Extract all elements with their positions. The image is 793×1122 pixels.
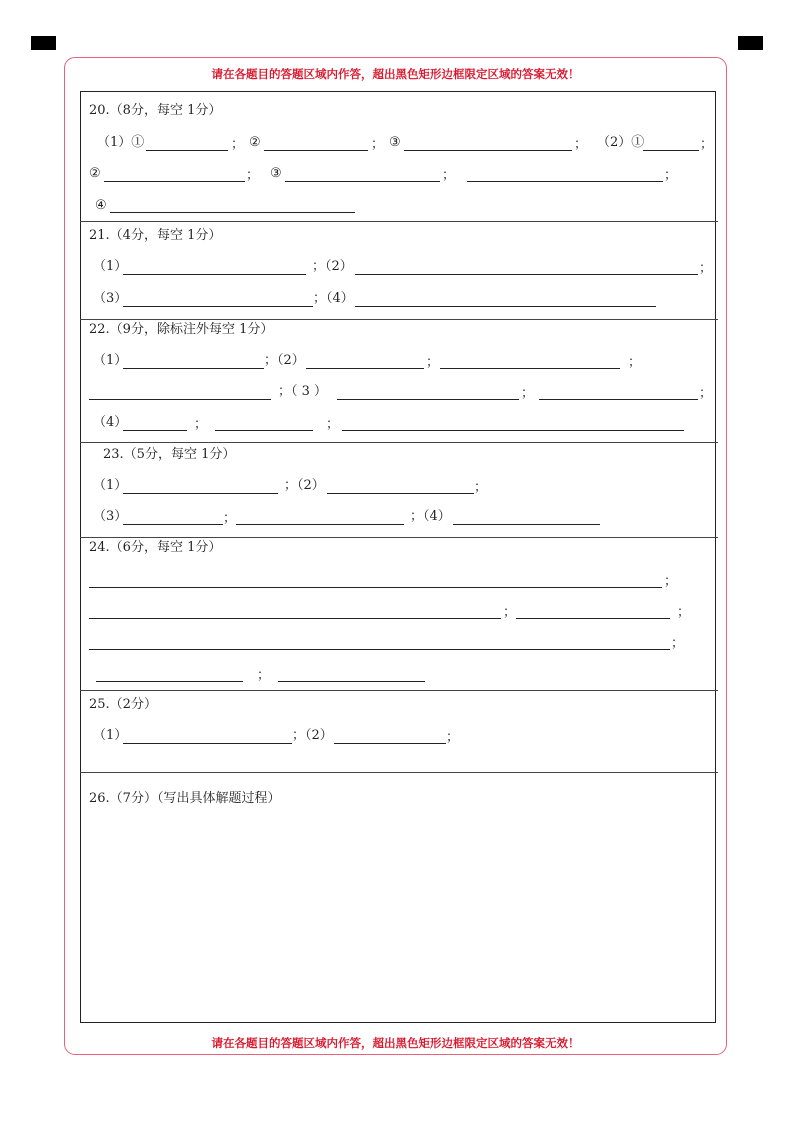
q23-blank-5[interactable] — [453, 524, 600, 525]
q21-blank-2[interactable] — [355, 274, 698, 275]
q24-sep: ； — [677, 605, 691, 620]
q22-label-2: ；（2） — [264, 353, 305, 368]
q22-blank-4[interactable] — [89, 399, 271, 400]
q25-blank-1[interactable] — [123, 743, 292, 744]
q24-blank-6[interactable] — [278, 681, 425, 682]
q22-blank-5[interactable] — [337, 399, 519, 400]
q24-blank-1[interactable] — [89, 587, 662, 588]
q25-blank-2[interactable] — [334, 743, 446, 744]
q22-label-1: （1） — [93, 353, 128, 368]
q21-label-3: （3） — [93, 291, 128, 306]
section-divider — [80, 537, 718, 538]
q24-blank-3[interactable] — [516, 618, 670, 619]
q22-label-4: （4） — [93, 415, 128, 430]
q22-blank-3[interactable] — [440, 368, 620, 369]
section-divider — [80, 772, 718, 773]
warning-top: 请在各题目的答题区域内作答，超出黑色矩形边框限定区域的答案无效！ — [211, 67, 580, 81]
q20-blank-7[interactable] — [467, 181, 663, 182]
q22-blank-1[interactable] — [123, 368, 264, 369]
q23-blank-4[interactable] — [236, 524, 404, 525]
q22-sep: ； — [326, 417, 340, 432]
q20-label-2-1: （2）① — [597, 135, 645, 150]
q21-sep: ； — [699, 261, 713, 276]
section-divider — [80, 442, 718, 443]
q20-blank-2[interactable] — [264, 150, 368, 151]
q20-label-1-2: ② — [249, 135, 261, 150]
q24-sep: ； — [671, 636, 685, 651]
q22-sep: ； — [194, 417, 208, 432]
q23-label-2: ；（2） — [284, 478, 325, 493]
q21-label-4: ；（4） — [313, 291, 354, 306]
q23-label-4: ；（4） — [410, 509, 451, 524]
q24-blank-5[interactable] — [96, 681, 243, 682]
q21-blank-4[interactable] — [355, 306, 656, 307]
q21-label-2: ；（2） — [312, 259, 353, 274]
q22-sep: ； — [699, 386, 713, 401]
q21-label-1: （1） — [93, 259, 128, 274]
q20-blank-8[interactable] — [110, 212, 355, 213]
section-divider — [80, 690, 718, 691]
alignment-marker-left — [31, 36, 56, 50]
q23-blank-3[interactable] — [123, 524, 223, 525]
q21-blank-1[interactable] — [123, 274, 306, 275]
q24-title: 24.（6分，每空 1分） — [89, 540, 222, 555]
q25-title: 25.（2分） — [89, 697, 157, 712]
q26-answer-area[interactable] — [84, 812, 712, 1018]
q22-blank-2[interactable] — [306, 368, 424, 369]
q25-label-1: （1） — [93, 728, 128, 743]
q25-sep: ； — [446, 730, 460, 745]
q22-sep: ； — [628, 355, 642, 370]
section-divider — [80, 221, 718, 222]
q23-blank-1[interactable] — [123, 493, 278, 494]
q22-blank-6[interactable] — [539, 399, 698, 400]
q20-sep: ； — [700, 137, 714, 152]
q23-label-3: （3） — [93, 509, 128, 524]
q20-label-2-2: ② — [89, 166, 101, 181]
q20-blank-5[interactable] — [104, 181, 245, 182]
q24-blank-4[interactable] — [89, 649, 670, 650]
q23-title: 23.（5分，每空 1分） — [103, 447, 236, 462]
q20-sep: ； — [371, 137, 385, 152]
q26-title: 26.（7分）（写出具体解题过程） — [89, 791, 281, 806]
section-divider — [80, 319, 718, 320]
q20-sep: ； — [664, 168, 678, 183]
q24-blank-2[interactable] — [89, 618, 501, 619]
q22-label-3: ；（ 3 ） — [278, 384, 328, 399]
q22-sep: ； — [426, 355, 440, 370]
q20-label-1-1: （1）① — [97, 135, 145, 150]
q20-label-2-4: ④ — [95, 198, 107, 213]
q20-label-2-3: ③ — [270, 166, 282, 181]
q25-label-2: ；（2） — [292, 728, 333, 743]
alignment-marker-right — [738, 36, 763, 50]
q23-label-1: （1） — [93, 478, 128, 493]
q20-title: 20.（8分，每空 1分） — [89, 103, 222, 118]
q20-sep: ； — [231, 137, 245, 152]
q22-blank-9[interactable] — [342, 430, 684, 431]
q20-blank-1[interactable] — [146, 150, 228, 151]
warning-bottom: 请在各题目的答题区域内作答，超出黑色矩形边框限定区域的答案无效！ — [211, 1036, 580, 1050]
q20-sep: ； — [574, 137, 588, 152]
q20-blank-3[interactable] — [404, 150, 572, 151]
q24-sep: ； — [503, 605, 517, 620]
q21-blank-3[interactable] — [123, 306, 313, 307]
q20-blank-4[interactable] — [643, 150, 699, 151]
q22-title: 22.（9分，除标注外每空 1分） — [89, 322, 274, 337]
q24-sep: ； — [664, 574, 678, 589]
q24-sep: ； — [257, 668, 271, 683]
q20-sep: ； — [246, 168, 260, 183]
q20-blank-6[interactable] — [285, 181, 440, 182]
q20-label-1-3: ③ — [389, 135, 401, 150]
q22-blank-7[interactable] — [123, 430, 187, 431]
q22-blank-8[interactable] — [215, 430, 313, 431]
q20-sep: ； — [442, 168, 456, 183]
q21-title: 21.（4分，每空 1分） — [89, 228, 222, 243]
q23-sep: ； — [223, 511, 237, 526]
q22-sep: ； — [521, 386, 535, 401]
q23-blank-2[interactable] — [327, 493, 474, 494]
q23-sep: ； — [474, 480, 488, 495]
